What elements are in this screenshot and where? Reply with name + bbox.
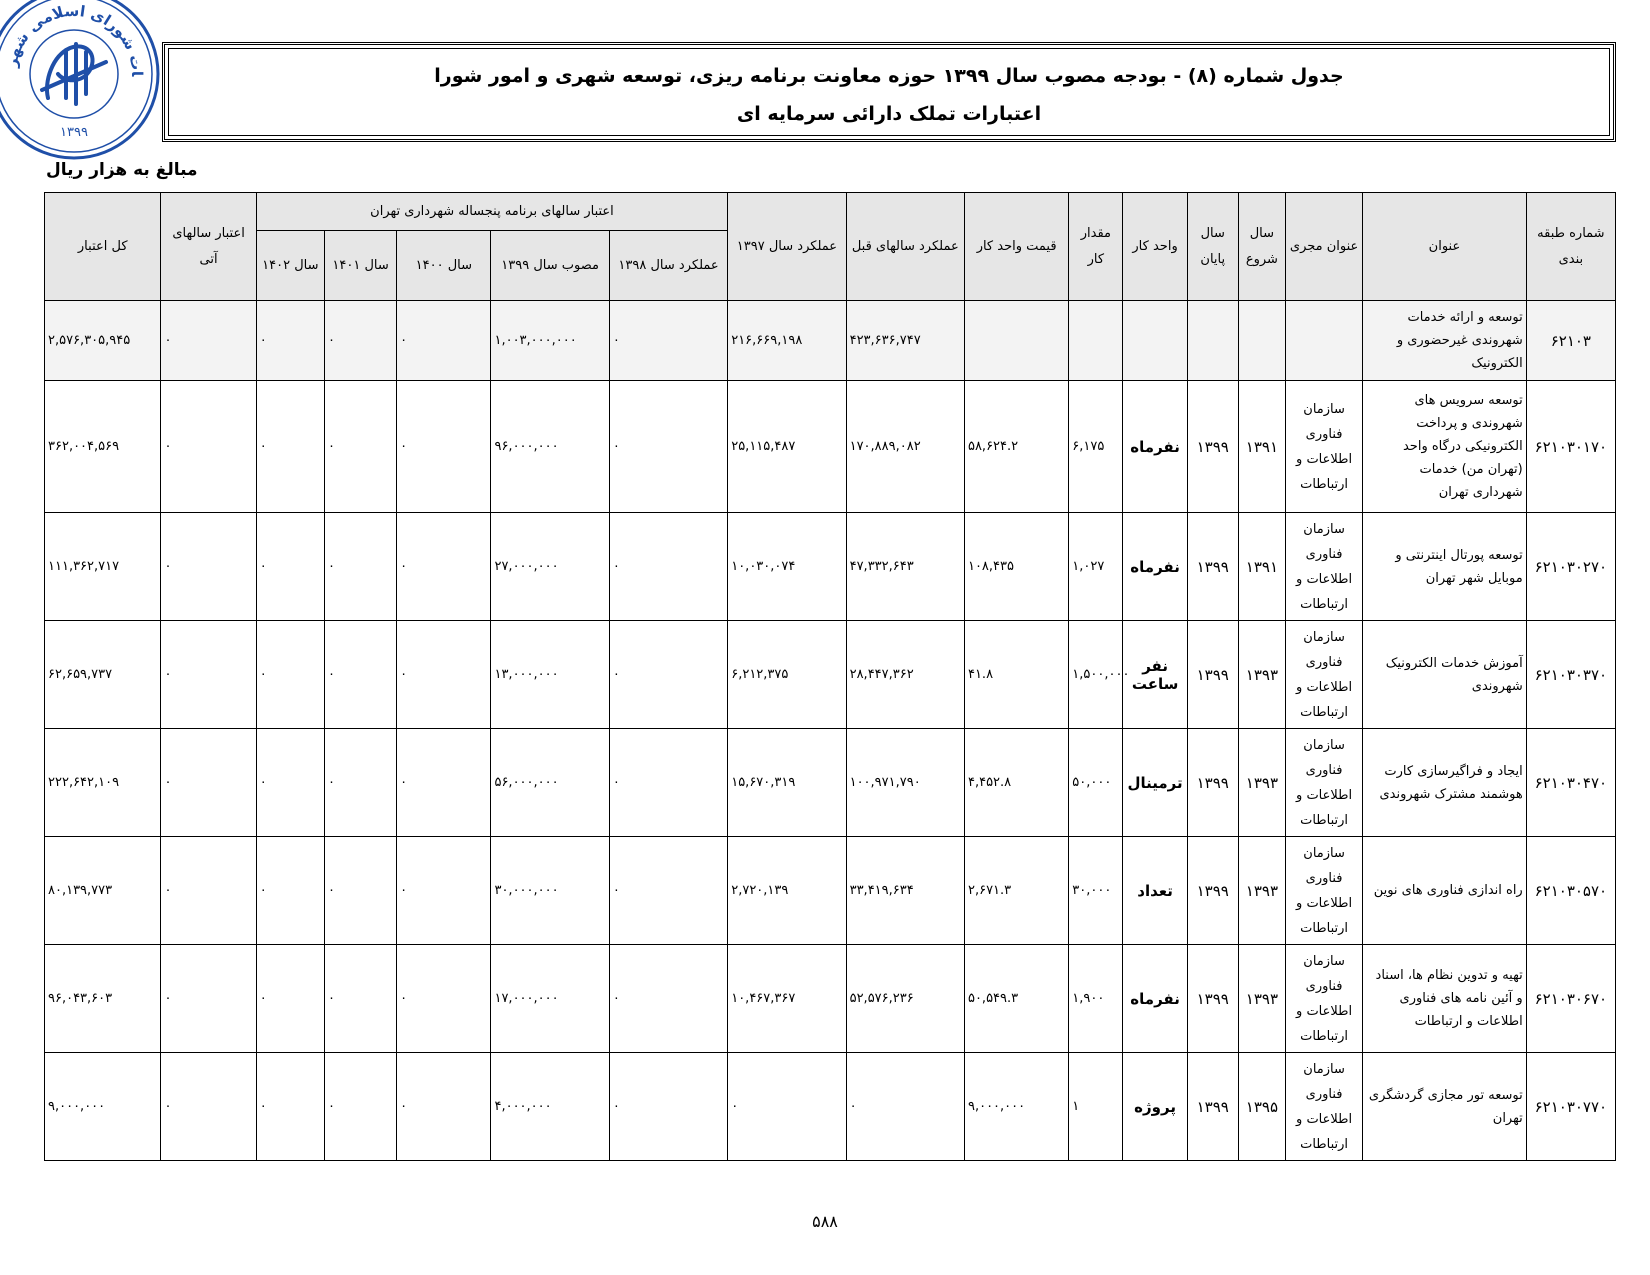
- svg-text:مصوبات شورای اسلامی شهر تهران: [0, 0, 146, 77]
- cell-total: ۲,۵۷۶,۳۰۵,۹۴۵: [45, 301, 161, 381]
- cell-title: توسعه و ارائه خدمات شهروندی غیرحضوری و الکترونیک: [1363, 301, 1527, 381]
- cell-1402: ۰: [256, 301, 324, 381]
- cell-1401: ۰: [324, 621, 396, 729]
- cell-end-year: ۱۳۹۹: [1187, 513, 1238, 621]
- cell-work-quantity: ۳۰,۰۰۰: [1069, 837, 1123, 945]
- cell-1399: ۱۳,۰۰۰,۰۰۰: [491, 621, 609, 729]
- cell-work-unit: تعداد: [1123, 837, 1187, 945]
- cell-executor: [1285, 301, 1362, 381]
- cell-work-quantity: ۵۰,۰۰۰: [1069, 729, 1123, 837]
- cell-1399: ۱۷,۰۰۰,۰۰۰: [491, 945, 609, 1053]
- cell-unit-price: [964, 301, 1068, 381]
- col-header-end-year: سال پایان: [1187, 193, 1238, 301]
- cell-work-quantity: ۱,۰۲۷: [1069, 513, 1123, 621]
- cell-work-unit: نفرماه: [1123, 381, 1187, 513]
- cell-1402: ۰: [256, 945, 324, 1053]
- cell-1400: ۰: [397, 729, 491, 837]
- col-header-1397: عملکرد سال ۱۳۹۷: [728, 193, 846, 301]
- cell-executor: سازمان فناوری اطلاعات و ارتباطات: [1285, 945, 1362, 1053]
- cell-prev-years: ۱۰۰,۹۷۱,۷۹۰: [846, 729, 964, 837]
- cell-start-year: [1238, 301, 1285, 381]
- cell-1397: ۱۰,۴۶۷,۳۶۷: [728, 945, 846, 1053]
- cell-1401: ۰: [324, 1053, 396, 1161]
- cell-work-unit: نفرماه: [1123, 945, 1187, 1053]
- cell-work-quantity: ۱,۵۰۰,۰۰۰: [1069, 621, 1123, 729]
- cell-1400: ۰: [397, 301, 491, 381]
- cell-end-year: ۱۳۹۹: [1187, 1053, 1238, 1161]
- cell-total: ۹۶,۰۴۳,۶۰۳: [45, 945, 161, 1053]
- cell-future-years: ۰: [161, 621, 256, 729]
- cell-start-year: ۱۳۹۳: [1238, 729, 1285, 837]
- cell-end-year: ۱۳۹۹: [1187, 381, 1238, 513]
- cell-code: ۶۲۱۰۳۰۱۷۰: [1526, 381, 1615, 513]
- cell-future-years: ۰: [161, 945, 256, 1053]
- cell-prev-years: ۵۲,۵۷۶,۲۳۶: [846, 945, 964, 1053]
- col-header-code: شماره طبقه بندی: [1526, 193, 1615, 301]
- cell-code: ۶۲۱۰۳۰۵۷۰: [1526, 837, 1615, 945]
- cell-executor: سازمان فناوری اطلاعات و ارتباطات: [1285, 1053, 1362, 1161]
- cell-1398: ۰: [609, 381, 727, 513]
- cell-work-unit: نفرماه: [1123, 513, 1187, 621]
- cell-1398: ۰: [609, 1053, 727, 1161]
- col-header-total: کل اعتبار: [45, 193, 161, 301]
- cell-1402: ۰: [256, 621, 324, 729]
- cell-1398: ۰: [609, 621, 727, 729]
- budget-table: [44, 192, 1616, 1161]
- cell-1402: ۰: [256, 513, 324, 621]
- cell-1398: ۰: [609, 729, 727, 837]
- table-row: [45, 1053, 1616, 1161]
- cell-1401: ۰: [324, 301, 396, 381]
- cell-code: ۶۲۱۰۳۰۷۷۰: [1526, 1053, 1615, 1161]
- cell-1399: ۹۶,۰۰۰,۰۰۰: [491, 381, 609, 513]
- cell-unit-price: ۵۸,۶۲۴.۲: [964, 381, 1068, 513]
- col-header-future-years: اعتبار سالهای آتی: [161, 193, 256, 301]
- cell-executor: سازمان فناوری اطلاعات و ارتباطات: [1285, 513, 1362, 621]
- table-subtitle: اعتبارات تملک دارائی سرمایه ای: [736, 103, 1042, 125]
- col-header-unit-price: قیمت واحد کار: [964, 193, 1068, 301]
- cell-1398: ۰: [609, 301, 727, 381]
- cell-1401: ۰: [324, 837, 396, 945]
- cell-1398: ۰: [609, 513, 727, 621]
- cell-1402: ۰: [256, 1053, 324, 1161]
- cell-work-quantity: ۶,۱۷۵: [1069, 381, 1123, 513]
- cell-1397: ۰: [728, 1053, 846, 1161]
- cell-future-years: ۰: [161, 513, 256, 621]
- col-header-five-year-plan: اعتبار سالهای برنامه پنجساله شهرداری تهران: [256, 193, 727, 231]
- cell-code: ۶۲۱۰۳۰۳۷۰: [1526, 621, 1615, 729]
- table-row: [45, 729, 1616, 837]
- cell-executor: سازمان فناوری اطلاعات و ارتباطات: [1285, 729, 1362, 837]
- cell-start-year: ۱۳۹۳: [1238, 945, 1285, 1053]
- cell-prev-years: ۴۷,۳۳۲,۶۴۳: [846, 513, 964, 621]
- cell-1401: ۰: [324, 945, 396, 1053]
- cell-start-year: ۱۳۹۵: [1238, 1053, 1285, 1161]
- cell-prev-years: ۱۷۰,۸۸۹,۰۸۲: [846, 381, 964, 513]
- cell-1398: ۰: [609, 945, 727, 1053]
- cell-1401: ۰: [324, 381, 396, 513]
- cell-code: ۶۲۱۰۳۰۲۷۰: [1526, 513, 1615, 621]
- col-header-1400: سال ۱۴۰۰: [397, 231, 491, 301]
- cell-code: ۶۲۱۰۳۰۶۷۰: [1526, 945, 1615, 1053]
- cell-1399: ۴,۰۰۰,۰۰۰: [491, 1053, 609, 1161]
- cell-1402: ۰: [256, 729, 324, 837]
- cell-prev-years: ۰: [846, 1053, 964, 1161]
- cell-start-year: ۱۳۹۳: [1238, 837, 1285, 945]
- cell-future-years: ۰: [161, 1053, 256, 1161]
- cell-work-unit: [1123, 301, 1187, 381]
- cell-1401: ۰: [324, 513, 396, 621]
- title-box: [162, 42, 1616, 142]
- cell-title: توسعه تور مجازی گردشگری تهران: [1363, 1053, 1527, 1161]
- col-header-1398: عملکرد سال ۱۳۹۸: [609, 231, 727, 301]
- cell-start-year: ۱۳۹۱: [1238, 381, 1285, 513]
- cell-1397: ۶,۲۱۲,۳۷۵: [728, 621, 846, 729]
- table-row: [45, 513, 1616, 621]
- cell-end-year: ۱۳۹۹: [1187, 729, 1238, 837]
- cell-work-quantity: ۱: [1069, 1053, 1123, 1161]
- cell-end-year: [1187, 301, 1238, 381]
- cell-start-year: ۱۳۹۳: [1238, 621, 1285, 729]
- col-header-start-year: سال شروع: [1238, 193, 1285, 301]
- cell-1402: ۰: [256, 381, 324, 513]
- cell-1397: ۱۰,۰۳۰,۰۷۴: [728, 513, 846, 621]
- col-header-1399: مصوب سال ۱۳۹۹: [491, 231, 609, 301]
- cell-1397: ۲,۷۲۰,۱۳۹: [728, 837, 846, 945]
- cell-work-quantity: [1069, 301, 1123, 381]
- cell-executor: سازمان فناوری اطلاعات و ارتباطات: [1285, 837, 1362, 945]
- col-header-title: عنوان: [1363, 193, 1527, 301]
- cell-title: توسعه سرویس های شهروندی و پرداخت الکترونیکی درگاه واحد (تهران من) خدمات شهرداری تهران: [1363, 381, 1527, 513]
- cell-total: ۹,۰۰۰,۰۰۰: [45, 1053, 161, 1161]
- cell-1400: ۰: [397, 621, 491, 729]
- cell-1397: ۱۵,۶۷۰,۳۱۹: [728, 729, 846, 837]
- cell-1397: ۲۱۶,۶۶۹,۱۹۸: [728, 301, 846, 381]
- cell-end-year: ۱۳۹۹: [1187, 837, 1238, 945]
- seal-year: ۱۳۹۹: [60, 125, 88, 140]
- cell-1400: ۰: [397, 1053, 491, 1161]
- cell-1399: ۵۶,۰۰۰,۰۰۰: [491, 729, 609, 837]
- table-row: [45, 301, 1616, 381]
- col-header-work-quantity: مقدار کار: [1069, 193, 1123, 301]
- page-number: ۵۸۸: [812, 1212, 838, 1231]
- cell-total: ۶۲,۶۵۹,۷۳۷: [45, 621, 161, 729]
- cell-unit-price: ۵۰,۵۴۹.۳: [964, 945, 1068, 1053]
- cell-title: ایجاد و فراگیرسازی کارت هوشمند مشترک شهروندی: [1363, 729, 1527, 837]
- cell-total: ۳۶۲,۰۰۴,۵۶۹: [45, 381, 161, 513]
- cell-work-unit: ترمینال: [1123, 729, 1187, 837]
- cell-end-year: ۱۳۹۹: [1187, 945, 1238, 1053]
- currency-unit-note: مبالغ به هزار ریال: [46, 160, 198, 180]
- col-header-work-unit: واحد کار: [1123, 193, 1187, 301]
- col-header-1401: سال ۱۴۰۱: [324, 231, 396, 301]
- col-header-prev-years: عملکرد سالهای قبل: [846, 193, 964, 301]
- cell-title: آموزش خدمات الکترونیک شهروندی: [1363, 621, 1527, 729]
- cell-end-year: ۱۳۹۹: [1187, 621, 1238, 729]
- cell-executor: سازمان فناوری اطلاعات و ارتباطات: [1285, 621, 1362, 729]
- table-row: [45, 381, 1616, 513]
- cell-1399: ۲۷,۰۰۰,۰۰۰: [491, 513, 609, 621]
- cell-1397: ۲۵,۱۱۵,۴۸۷: [728, 381, 846, 513]
- cell-work-unit: پروژه: [1123, 1053, 1187, 1161]
- cell-work-unit: نفر ساعت: [1123, 621, 1187, 729]
- cell-1400: ۰: [397, 837, 491, 945]
- cell-total: ۱۱۱,۳۶۲,۷۱۷: [45, 513, 161, 621]
- cell-future-years: ۰: [161, 729, 256, 837]
- cell-future-years: ۰: [161, 381, 256, 513]
- cell-1399: ۳۰,۰۰۰,۰۰۰: [491, 837, 609, 945]
- cell-total: ۸۰,۱۳۹,۷۷۳: [45, 837, 161, 945]
- cell-unit-price: ۲,۶۷۱.۳: [964, 837, 1068, 945]
- table-row: [45, 837, 1616, 945]
- cell-prev-years: ۲۸,۴۴۷,۳۶۲: [846, 621, 964, 729]
- cell-unit-price: ۴,۴۵۲.۸: [964, 729, 1068, 837]
- cell-code: ۶۲۱۰۳: [1526, 301, 1615, 381]
- cell-future-years: ۰: [161, 837, 256, 945]
- cell-1400: ۰: [397, 381, 491, 513]
- cell-unit-price: ۴۱.۸: [964, 621, 1068, 729]
- table-row: [45, 621, 1616, 729]
- cell-title: راه اندازی فناوری های نوین: [1363, 837, 1527, 945]
- col-header-1402: سال ۱۴۰۲: [256, 231, 324, 301]
- cell-title: تهیه و تدوین نظام ها، اسناد و آئین نامه های فناوری اطلاعات و ارتباطات: [1363, 945, 1527, 1053]
- cell-total: ۲۲۲,۶۴۲,۱۰۹: [45, 729, 161, 837]
- cell-1398: ۰: [609, 837, 727, 945]
- cell-1400: ۰: [397, 513, 491, 621]
- cell-1402: ۰: [256, 837, 324, 945]
- table-row: [45, 945, 1616, 1053]
- cell-unit-price: ۹,۰۰۰,۰۰۰: [964, 1053, 1068, 1161]
- cell-1400: ۰: [397, 945, 491, 1053]
- cell-prev-years: ۳۳,۴۱۹,۶۳۴: [846, 837, 964, 945]
- cell-prev-years: ۴۲۳,۶۳۶,۷۴۷: [846, 301, 964, 381]
- seal-text: ات شورای اسلامی شهر: [2, 1, 147, 77]
- cell-future-years: ۰: [161, 301, 256, 381]
- table-title: جدول شماره (۸) - بودجه مصوب سال ۱۳۹۹ حوزه معاونت برنامه ریزی، توسعه شهری و امور شورا: [434, 65, 1344, 87]
- col-header-executor: عنوان مجری: [1285, 193, 1362, 301]
- cell-work-quantity: ۱,۹۰۰: [1069, 945, 1123, 1053]
- cell-1399: ۱,۰۰۳,۰۰۰,۰۰۰: [491, 301, 609, 381]
- cell-title: توسعه پورتال اینترنتی و موبایل شهر تهران: [1363, 513, 1527, 621]
- cell-1401: ۰: [324, 729, 396, 837]
- cell-code: ۶۲۱۰۳۰۴۷۰: [1526, 729, 1615, 837]
- cell-start-year: ۱۳۹۱: [1238, 513, 1285, 621]
- cell-unit-price: ۱۰۸,۴۳۵: [964, 513, 1068, 621]
- cell-executor: سازمان فناوری اطلاعات و ارتباطات: [1285, 381, 1362, 513]
- council-seal: [0, 0, 162, 162]
